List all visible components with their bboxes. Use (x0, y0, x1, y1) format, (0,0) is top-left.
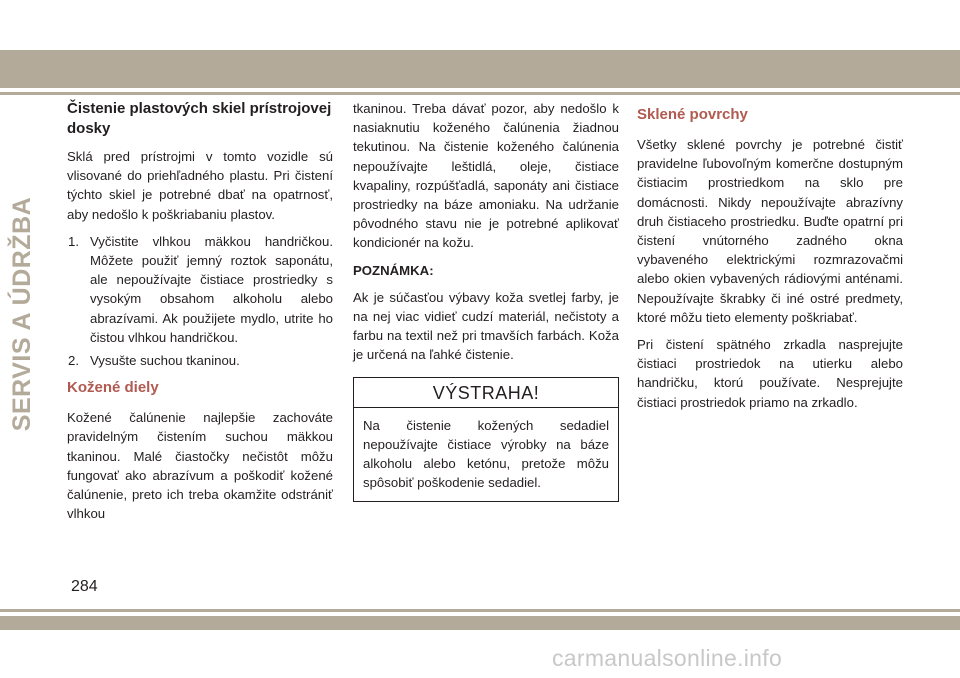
warning-title: VÝSTRAHA! (354, 378, 618, 408)
section-heading-instrument-glass: Čistenie plastových skiel prístrojovej dosky (67, 100, 332, 137)
footer-rule (0, 609, 960, 612)
step-text: Vyčistite vlhkou mäkkou handričkou. Môžete použiť jemný roztok saponátu, ale nepoužívajte čistiace prostriedky s vysokým obsahom alkoholu alebo abrazívami. Ak použijete mydlo, utrite ho čistou vlhkou handričkou. (90, 233, 333, 345)
column-3 (637, 99, 903, 420)
mirror-cleaning-paragraph: Pri čistení spätného zrkadla nasprejujte čistiaci prostriedok na utierku alebo handričku, ktorú používate. Nesprejujte čistiaci prostriedok priamo na zrkadlo. (637, 337, 903, 410)
leather-paragraph: Kožené čalúnenie najlepšie zachováte pravidelným čistením suchou mäkkou tkaninou. Malé čiastočky nečistôt môžu fungovať ako abrazívum a poškodiť kožené čalúnenie, preto ich treba okamžite odstrániť vlhkou (67, 410, 333, 522)
warning-box (353, 377, 619, 503)
section-heading-leather: Kožené diely (67, 379, 159, 397)
section-side-label: SERVIS A ÚDRŽBA (8, 196, 36, 432)
warning-text: Na čistenie kožených sedadiel nepoužívajte čistiace výrobky na báze alkoholu alebo ketónu, pretože môžu spôsobiť poškodenie sedadiel. (363, 417, 609, 491)
page-number: 284 (71, 578, 98, 595)
note-title: POZNÁMKA: (353, 262, 434, 278)
leather-continuation: tkaninou. Treba dávať pozor, aby nedošlo k nasiaknutiu koženého čalúnenia žiadnou tekutinou. Na čistenie koženého čalúnenia nepoužívajte leštidlá, oleje, čistiace kvapaliny, rozpúšťadlá, saponáty ani čistiace prostriedky na báze amoniaku. Na udržanie pôvodného stavu nie je potrebné aplikovať kondicionér na kožu. (353, 101, 619, 251)
step-text: Vysušte suchou tkaninou. (90, 353, 240, 369)
header-rule (0, 92, 960, 95)
step-number: 2. (68, 353, 79, 369)
cleaning-steps-list (67, 232, 333, 370)
list-item (67, 232, 333, 347)
header-band (0, 50, 960, 88)
step-number: 1. (68, 233, 79, 249)
glass-surfaces-paragraph: Všetky sklené povrchy je potrebné čistiť pravidelne ľubovoľným komerčne dostupným čistiacim prostriedkom na sklo pre domácnosti. Nikdy nepoužívajte abrazívny druh čistiaceho prostriedku. Buďte opatrní pri čistení vnútorného zadného okna vybaveného elektrickými rozmrazovačmi alebo okien vybavených rádiovými anténami. Nepoužívajte škrabky či iné ostré predmety, ktoré môžu tieto elementy poškriabať. (637, 137, 903, 325)
note-text: Ak je súčasťou výbavy koža svetlej farby, je na nej viac vidieť cudzí materiál, nečistoty a farbu na textil než pri tmavších farbách. Koža je určená na ľahké čistenie. (353, 289, 619, 363)
footer-band (0, 616, 960, 630)
column-1 (67, 99, 333, 531)
list-item (67, 351, 333, 370)
section-heading-glass-surfaces: Sklené povrchy (637, 106, 748, 123)
instrument-glass-intro: Sklá pred prístrojmi v tomto vozidle sú vlisované do priehľadného plastu. Pri čistení týchto skiel je potrebné dbať na opatrnosť, aby nedošlo k poškriabaniu plastov. (67, 149, 333, 222)
site-watermark: carmanualsonline.info (552, 645, 783, 671)
column-2 (353, 99, 619, 502)
